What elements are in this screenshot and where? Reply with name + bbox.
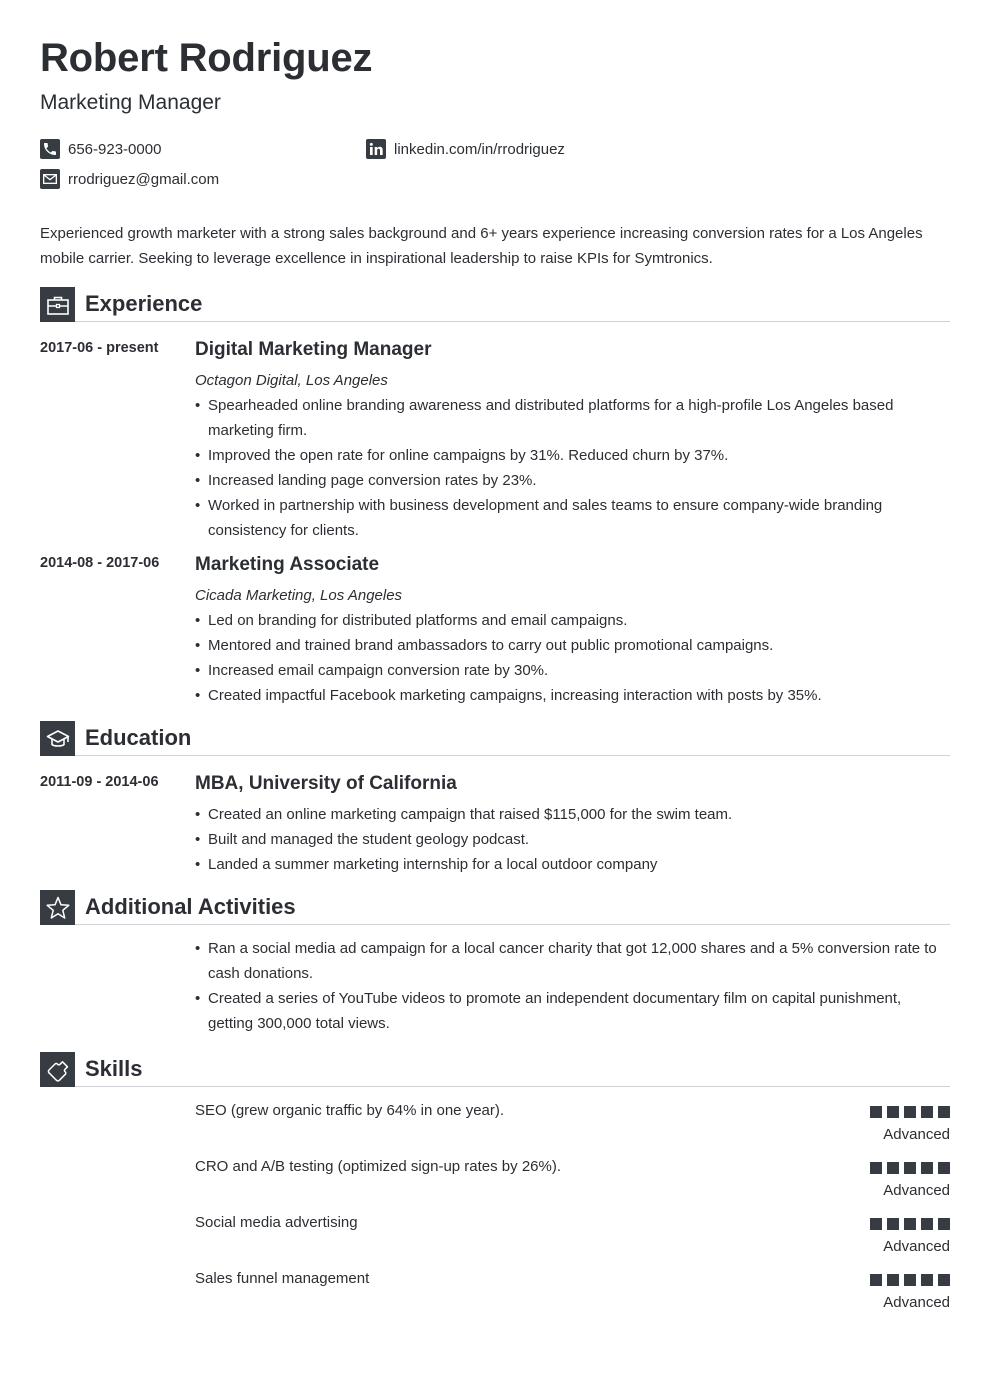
skills-section-header bbox=[40, 1052, 950, 1088]
skill-level: Advanced bbox=[883, 1182, 950, 1199]
skill-item bbox=[195, 1213, 950, 1263]
skill-rating-square bbox=[904, 1162, 916, 1174]
bullet-item: • Increased landing page conversion rates by 23%. bbox=[195, 468, 950, 493]
experience-section-header bbox=[40, 287, 950, 323]
graduation-cap-icon bbox=[40, 721, 75, 756]
contact-email bbox=[40, 169, 219, 189]
experience-organization: Octagon Digital, Los Angeles bbox=[195, 372, 388, 389]
experience-section-title: Experience bbox=[85, 291, 203, 316]
bullet-item: • Worked in partnership with business development and sales teams to ensure company-wide branding consistency for clients. bbox=[195, 493, 950, 543]
skill-rating-square bbox=[887, 1218, 899, 1230]
bullet-item: • Created an online marketing campaign that raised $115,000 for the swim team. bbox=[195, 802, 950, 827]
skill-rating-square bbox=[904, 1274, 916, 1286]
experience-bullets bbox=[195, 608, 950, 708]
education-section-header bbox=[40, 721, 950, 757]
activities-section-header bbox=[40, 890, 950, 926]
section-divider bbox=[75, 755, 950, 756]
skill-rating bbox=[865, 1218, 950, 1230]
star-icon bbox=[40, 890, 75, 925]
linkedin-text: linkedin.com/in/rrodriguez bbox=[394, 140, 565, 158]
skill-name: SEO (grew organic traffic by 64% in one year). bbox=[195, 1102, 505, 1119]
bullet-item: • Led on branding for distributed platforms and email campaigns. bbox=[195, 608, 950, 633]
email-text: rrodriguez@gmail.com bbox=[68, 170, 220, 188]
skill-level: Advanced bbox=[883, 1294, 950, 1311]
puzzle-piece-icon bbox=[40, 1052, 75, 1087]
skill-item bbox=[195, 1157, 950, 1207]
education-bullets bbox=[195, 802, 950, 877]
skill-name: Sales funnel management bbox=[195, 1270, 370, 1287]
skill-rating-square bbox=[887, 1274, 899, 1286]
section-divider bbox=[75, 1086, 950, 1087]
bullet-item: • Landed a summer marketing internship for a local outdoor company bbox=[195, 852, 950, 877]
skill-rating-square bbox=[870, 1218, 882, 1230]
bullet-item: • Ran a social media ad campaign for a local cancer charity that got 12,000 shares and a 5% conversion rate to cash donations. bbox=[195, 936, 950, 986]
skill-rating-square bbox=[938, 1106, 950, 1118]
bullet-item: • Built and managed the student geology podcast. bbox=[195, 827, 950, 852]
experience-bullets bbox=[195, 393, 950, 543]
skill-rating bbox=[865, 1106, 950, 1118]
education-date: 2011-09 - 2014-06 bbox=[40, 774, 159, 790]
bullet-item: • Improved the open rate for online campaigns by 31%. Reduced churn by 37%. bbox=[195, 443, 950, 468]
contact-phone bbox=[40, 139, 161, 159]
candidate-name: Robert Rodriguez bbox=[40, 36, 373, 80]
bullet-item: • Mentored and trained brand ambassadors to carry out public promotional campaigns. bbox=[195, 633, 950, 658]
skill-rating-square bbox=[904, 1106, 916, 1118]
experience-role: Digital Marketing Manager bbox=[195, 339, 432, 360]
activities-bullets bbox=[195, 936, 950, 1036]
experience-body bbox=[195, 340, 950, 543]
skill-rating-square bbox=[870, 1274, 882, 1286]
skills-section-title: Skills bbox=[85, 1056, 143, 1081]
phone-icon bbox=[40, 139, 60, 159]
skill-rating-square bbox=[870, 1106, 882, 1118]
skill-rating-square bbox=[921, 1218, 933, 1230]
education-section-title: Education bbox=[85, 725, 192, 750]
envelope-icon bbox=[40, 169, 60, 189]
activities-body bbox=[195, 936, 950, 1036]
contact-linkedin bbox=[366, 139, 565, 159]
bullet-item: • Increased email campaign conversion rate by 30%. bbox=[195, 658, 950, 683]
experience-body bbox=[195, 555, 950, 708]
skill-rating-square bbox=[904, 1218, 916, 1230]
experience-organization: Cicada Marketing, Los Angeles bbox=[195, 587, 403, 604]
skill-item bbox=[195, 1101, 950, 1151]
linkedin-icon bbox=[366, 139, 386, 159]
skill-rating bbox=[865, 1162, 950, 1174]
education-body bbox=[195, 774, 950, 877]
skill-rating-square bbox=[938, 1162, 950, 1174]
skill-rating-square bbox=[921, 1274, 933, 1286]
skill-rating-square bbox=[938, 1274, 950, 1286]
skill-item bbox=[195, 1269, 950, 1319]
briefcase-icon bbox=[40, 287, 75, 322]
skill-rating-square bbox=[887, 1106, 899, 1118]
phone-text: 656-923-0000 bbox=[68, 140, 162, 158]
bullet-item: • Spearheaded online branding awareness and distributed platforms for a high-profile Los Angeles based marketing firm. bbox=[195, 393, 950, 443]
skill-name: CRO and A/B testing (optimized sign-up rates by 26%). bbox=[195, 1158, 562, 1175]
experience-date: 2017-06 - present bbox=[40, 340, 159, 356]
skill-rating-square bbox=[938, 1218, 950, 1230]
section-divider bbox=[75, 924, 950, 925]
experience-date: 2014-08 - 2017-06 bbox=[40, 555, 160, 571]
skill-level: Advanced bbox=[883, 1126, 950, 1143]
skill-rating bbox=[865, 1274, 950, 1286]
skill-rating-square bbox=[887, 1162, 899, 1174]
candidate-title: Marketing Manager bbox=[40, 91, 221, 114]
skill-level: Advanced bbox=[883, 1238, 950, 1255]
skill-rating-square bbox=[870, 1162, 882, 1174]
experience-role: Marketing Associate bbox=[195, 554, 380, 575]
skill-rating-square bbox=[921, 1162, 933, 1174]
bullet-item: • Created a series of YouTube videos to promote an independent documentary film on capital punishment, getting 300,000 total views. bbox=[195, 986, 950, 1036]
skill-rating-square bbox=[921, 1106, 933, 1118]
profile-summary: Experienced growth marketer with a strong sales background and 6+ years experience increasing conversion rates for a Los Angeles mobile carrier. Seeking to leverage excellence in inspirational leadership to raise KPIs for Symtronics. bbox=[40, 225, 923, 267]
education-degree: MBA, University of California bbox=[195, 773, 457, 794]
section-divider bbox=[75, 321, 950, 322]
activities-section-title: Additional Activities bbox=[85, 894, 296, 919]
bullet-item: • Created impactful Facebook marketing campaigns, increasing interaction with posts by 35%. bbox=[195, 683, 950, 708]
skill-name: Social media advertising bbox=[195, 1214, 358, 1231]
